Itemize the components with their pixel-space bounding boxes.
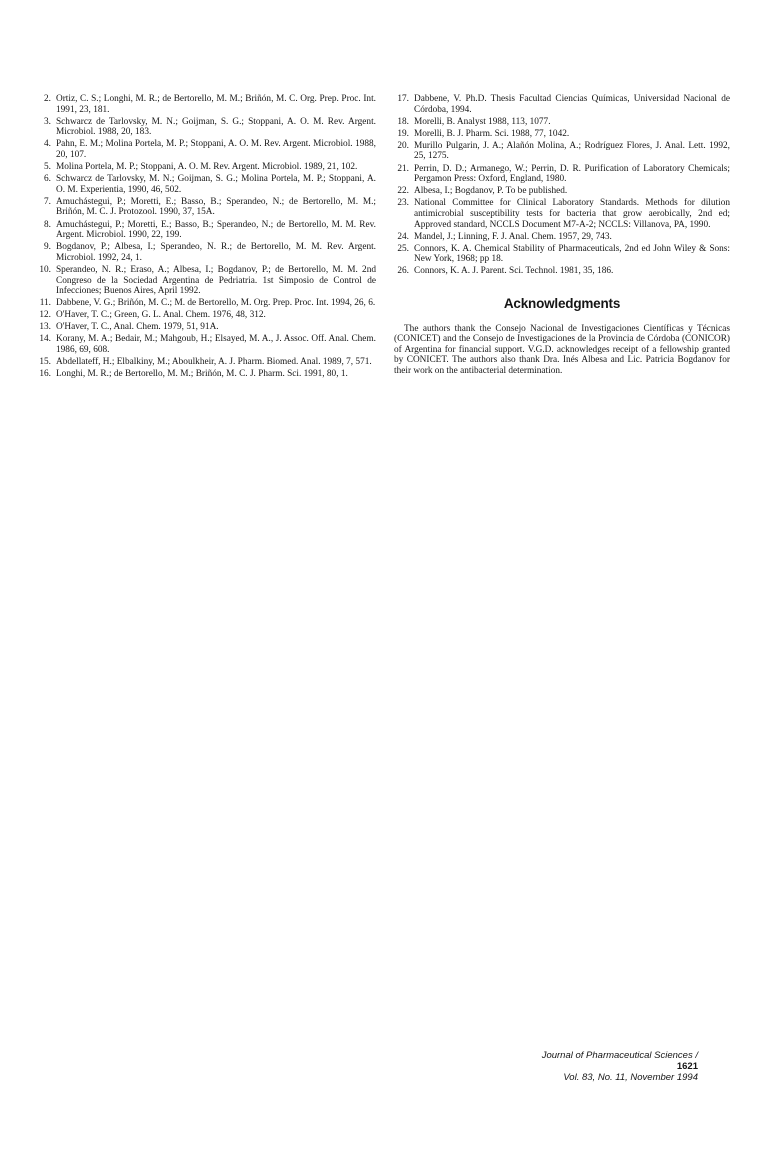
reference-item <box>394 129 730 140</box>
reference-number: 23. <box>397 198 409 209</box>
reference-number: 25. <box>397 243 409 254</box>
reference-item <box>36 94 376 115</box>
page-number: 1621 <box>676 1061 698 1072</box>
reference-text: Albesa, I.; Bogdanov, P. To be published. <box>414 186 568 197</box>
reference-number: 9. <box>44 242 51 253</box>
reference-item <box>394 266 730 277</box>
reference-number: 16. <box>39 369 51 380</box>
reference-number: 2. <box>44 94 51 104</box>
reference-item <box>394 198 730 230</box>
reference-text: Bogdanov, P.; Albesa, I.; Sperandeo, N. R.; de Bertorello, M. M. Rev. Argent. Microbiol. 1992, 24, 1. <box>56 242 376 263</box>
reference-number: 24. <box>397 231 409 242</box>
reference-number: 15. <box>39 357 51 368</box>
reference-number: 20. <box>397 140 409 151</box>
reference-item <box>36 242 376 263</box>
reference-text: Dabbene, V. G.; Briñón, M. C.; M. de Bertorello, M. Org. Prep. Proc. Int. 1994, 26, 6. <box>56 298 376 309</box>
reference-item <box>36 139 376 160</box>
reference-text: O'Haver, T. C., Anal. Chem. 1979, 51, 91A. <box>56 322 219 333</box>
reference-item <box>394 141 730 162</box>
reference-text: Ortiz, C. S.; Longhi, M. R.; de Bertorello, M. M.; Briñón, M. C. Org. Prep. Proc. Int. 1991, 23, 181. <box>56 94 376 115</box>
reference-item <box>394 117 730 128</box>
reference-item <box>394 164 730 185</box>
reference-text: Mandel, J.; Linning, F. J. Anal. Chem. 1957, 29, 743. <box>414 231 612 242</box>
reference-text: Amuchástegui, P.; Moretti, E.; Basso, B.; Sperandeo, N.; de Bertorello, M. M. Rev. Argent. Microbiol. 1990, 22, 199. <box>56 219 376 241</box>
reference-number: 8. <box>44 219 51 230</box>
acknowledgments-text: The authors thank the Consejo Nacional de Investigaciones Científicas y Técnicas (CONICET) and the Consejo de Investigaciones de la Provincia de Córdoba (CONICOR) of Argentina for financial support. V.G.D. acknowledges receipt of a fellowship granted by CONICET. The authors also thank Dra. Inés Albesa and Lic. Patricia Bogdanov for their work on the antibacterial determination. <box>394 323 730 376</box>
acknowledgments-heading: Acknowledgments <box>503 296 621 311</box>
reference-text: O'Haver, T. C.; Green, G. L. Anal. Chem. 1976, 48, 312. <box>56 310 266 321</box>
reference-number: 12. <box>39 310 51 321</box>
reference-number: 6. <box>44 174 51 185</box>
reference-item <box>36 298 376 309</box>
footer-journal-line <box>518 1050 698 1072</box>
reference-item <box>36 357 376 368</box>
reference-number: 17. <box>397 94 409 104</box>
reference-number: 22. <box>397 186 409 197</box>
reference-text: Korany, M. A.; Bedair, M.; Mahgoub, H.; Elsayed, M. A., J. Assoc. Off. Anal. Chem. 1986, 69, 608. <box>56 334 376 356</box>
references-left-column <box>36 94 376 381</box>
reference-list-left <box>36 94 376 380</box>
reference-item <box>394 232 730 243</box>
reference-item <box>394 244 730 265</box>
reference-text: Molina Portela, M. P.; Stoppani, A. O. M. Rev. Argent. Microbiol. 1989, 21, 102. <box>56 162 358 173</box>
reference-text: Murillo Pulgarin, J. A.; Alañón Molina, A.; Rodríguez Flores, J. Anal. Lett. 1992, 25, 1275. <box>414 140 730 162</box>
reference-item <box>36 310 376 321</box>
reference-number: 10. <box>39 264 51 275</box>
reference-text: Amuchástegui, P.; Moretti, E.; Basso, B.; Sperandeo, N.; de Bertorello, M. M.; Briñón, M. C. J. Protozool. 1990, 37, 15A. <box>56 196 376 218</box>
reference-text: Morelli, B. Analyst 1988, 113, 1077. <box>414 116 551 127</box>
reference-item <box>394 94 730 115</box>
reference-text: Schwarcz de Tarlovsky, M. N.; Goijman, S. G.; Molina Portela, M. P.; Stoppani, A. O. M. Experientia, 1990, 46, 502. <box>56 174 376 195</box>
reference-item <box>36 265 376 297</box>
reference-item <box>36 322 376 333</box>
reference-number: 7. <box>44 196 51 207</box>
reference-number: 19. <box>397 128 409 139</box>
reference-number: 13. <box>39 322 51 333</box>
reference-number: 3. <box>44 116 51 127</box>
reference-number: 18. <box>397 116 409 127</box>
reference-text: Abdellateff, H.; Elbalkiny, M.; Aboulkheir, A. J. Pharm. Biomed. Anal. 1989, 7, 571. <box>56 357 372 368</box>
reference-item <box>36 174 376 195</box>
journal-name: Journal of Pharmaceutical Sciences / <box>541 1050 698 1061</box>
reference-number: 14. <box>39 334 51 345</box>
reference-list-right <box>394 94 730 277</box>
reference-item <box>36 197 376 218</box>
reference-number: 11. <box>39 298 51 309</box>
reference-text: Dabbene, V. Ph.D. Thesis Facultad Ciencias Químicas, Universidad Nacional de Córdoba, 1994. <box>414 94 730 115</box>
reference-text: Connors, K. A. Chemical Stability of Pharmaceuticals, 2nd ed John Wiley & Sons: New York, 1968; pp 18. <box>414 243 730 265</box>
reference-number: 5. <box>44 162 51 173</box>
reference-text: Pahn, E. M.; Molina Portela, M. P.; Stoppani, A. O. M. Rev. Argent. Microbiol. 1988, 20, 107. <box>56 139 376 160</box>
reference-number: 21. <box>397 163 409 174</box>
reference-text: Connors, K. A. J. Parent. Sci. Technol. 1981, 35, 186. <box>414 266 614 277</box>
reference-item <box>394 186 730 197</box>
reference-item <box>36 369 376 380</box>
reference-text: Longhi, M. R.; de Bertorello, M. M.; Briñón, M. C. J. Pharm. Sci. 1991, 80, 1. <box>56 369 348 380</box>
reference-number: 26. <box>397 266 409 277</box>
reference-item <box>36 117 376 138</box>
page-footer <box>518 1050 698 1083</box>
reference-item <box>36 162 376 173</box>
reference-text: Perrin, D. D.; Armanego, W.; Perrin, D. R. Purification of Laboratory Chemicals; Pergamon Press: Oxford, England, 1980. <box>414 163 730 185</box>
reference-number: 4. <box>44 139 51 150</box>
references-right-column <box>394 94 730 377</box>
reference-text: Sperandeo, N. R.; Eraso, A.; Albesa, I.; Bogdanov, P.; de Bertorello, M. M. 2nd Congreso de la Sociedad Argentina de Pedriatria. 1st Simposio de Control de Infecciones; Buenos Aires, April 1992. <box>56 264 376 297</box>
reference-text: National Committee for Clinical Laboratory Standards. Methods for dilution antimicrobial susceptibility tests for bacteria that grow aerobically, 2nd ed; Approved standard, NCCLS Document M7-A-2; NCCLS: Villanova, PA, 1990. <box>414 198 730 230</box>
reference-item <box>36 334 376 355</box>
footer-issue: Vol. 83, No. 11, November 1994 <box>563 1072 698 1083</box>
reference-text: Morelli, B. J. Pharm. Sci. 1988, 77, 1042. <box>414 128 570 139</box>
reference-item <box>36 220 376 241</box>
reference-text: Schwarcz de Tarlovsky, M. N.; Goijman, S. G.; Stoppani, A. O. M. Rev. Argent. Microbiol. 1988, 20, 183. <box>56 116 376 138</box>
